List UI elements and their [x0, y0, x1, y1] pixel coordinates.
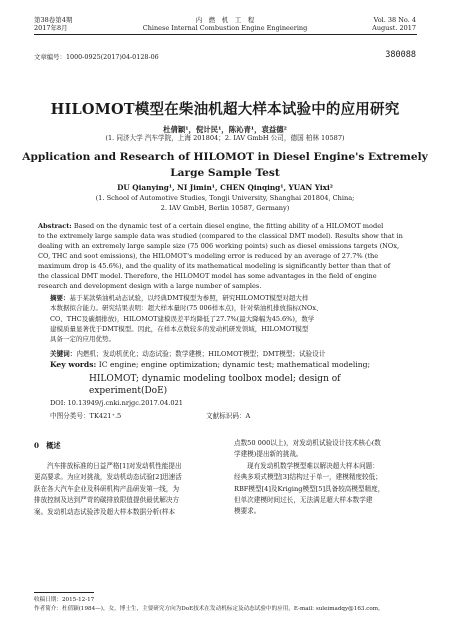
body-left-column	[34, 461, 217, 518]
body-line: 汽车排放标准的日益严格[1]对发动机性能提出	[47, 462, 182, 470]
header-date: 2017年8月	[34, 24, 68, 32]
body-right-column	[234, 438, 418, 518]
footnote-rule	[34, 592, 94, 593]
footnote-received: 收稿日期：2015-12-17	[34, 597, 95, 603]
body-line: 学建模)提出新的挑战。	[234, 450, 303, 459]
abstract-en-line: to the extremely large sample data was studied (compared to the classical DMT model). Results show that in	[38, 232, 403, 240]
abstract-cn-line: CO、THC及碳烟排放)，HILOMOT建模误差平均降低了27.7%(最大降幅为45.6%)，数学	[50, 314, 315, 323]
footnote-author: 作者简介：杜倩颖(1984—)，女，博士生，主要研究方向为DoE技术在发动机标定及动态试验中的应用，E-mail: suleimadqy@163.com。	[34, 606, 384, 612]
affiliation-cn: (1. 同济大学 汽车学院，上海 201804；2. IAV GmbH 公司，德国 柏林 10587)	[105, 134, 345, 142]
header-rule	[34, 34, 417, 35]
header-date-en: August. 2017	[372, 24, 416, 32]
abstract-cn	[50, 293, 412, 344]
abstract-cn-label: 摘要：	[50, 294, 70, 302]
keywords-cn-label: 关键词：	[50, 350, 77, 358]
header-issue: 第38卷第4期	[34, 16, 73, 24]
article-number: 文章编号：1000-0925(2017)04-0128-06	[34, 53, 159, 61]
header-volume: Vol. 38 No. 4	[373, 16, 416, 24]
keywords-en-line3: experiment(DoE)	[89, 386, 168, 396]
abstract-en	[38, 221, 413, 291]
abstract-en-line: dealing with an extremely large sample size (75 006 working points) such as diesel emissions targets (NOx,	[38, 242, 400, 250]
body-line: 点数50 000以上)，对发动机试验设计技术核心(数	[234, 439, 381, 447]
keywords-en-label: Key words:	[50, 360, 97, 369]
body-line: 现有发动机数学模型难以解决超大样本问题：	[247, 461, 379, 470]
authors-en: DU Qianying¹, NI Jimin¹, CHEN Qinqing¹, YUAN Yixi²	[117, 183, 333, 192]
body-line: 跃在各大汽车企业及科研机构产品研发第一线，为	[34, 484, 180, 493]
body-line: 案。发动机动态试验涉及超大样本数据分析(样本	[34, 507, 176, 516]
abstract-en-line: research and development design with a large number of samples.	[38, 282, 262, 290]
body-line: 更高要求。为应对挑战，发动机动态试验[2]迅速活	[34, 473, 182, 482]
title-en-line2: Large Sample Test	[170, 167, 280, 179]
affiliation-en-line2: 2. IAV GmbH, Berlin 10587, Germany)	[160, 204, 290, 212]
keywords-en	[50, 359, 420, 371]
authors-cn: 杜倩颖¹，倪计民¹，陈沁青¹，袁益德²	[163, 125, 287, 134]
body-line: 经典多项式模型[3]结构过于单一，建模精度较低；	[234, 473, 382, 482]
title-cn: HILOMOT模型在柴油机超大样本试验中的应用研究	[50, 101, 400, 118]
abstract-en-label: Abstract:	[38, 222, 72, 230]
body-line: 排放控制及达到严苛的碳排放限值提供最优解决方	[34, 496, 180, 505]
title-en-line1: Application and Research of HILOMOT in Diesel Engine's Extremely	[22, 151, 428, 163]
abstract-en-line: the classical DMT model. Therefore, the HILOMOT model has some advantages in the field of engine	[38, 272, 377, 280]
body-line: 模要求。	[234, 507, 261, 516]
abstract-cn-line: 建模质量显著优于DMT模型。因此，在样本点数较多的发动机研发领域，HILOMOT模型	[50, 324, 309, 333]
keywords-en-line1: IC engine; engine optimization; dynamic test; mathematical modeling;	[98, 360, 371, 369]
header-journal-en: Chinese Internal Combustion Engine Engineering	[142, 24, 308, 32]
body-line: RBF模型[4]及Kriging模型[5]具备较高模型精度，	[234, 484, 385, 493]
abstract-cn-line: 基于某款柴油机动态试验，以经典DMT模型为参照，研究HILOMOT模型对超大样	[69, 294, 309, 302]
article-code: 380088	[385, 50, 416, 60]
classification-number: 中图分类号：TK421⁺.5	[50, 412, 122, 420]
abstract-en-line: CO, THC and soot emissions), the HILOMOT's modeling error is reduced by an average of 27.7% (the	[38, 252, 379, 260]
doi: DOI: 10.13949/j.cnki.nrjgc.2017.04.021	[50, 399, 183, 407]
body-line: 但单次建模时间过长，无法满足超大样本数学建	[234, 496, 373, 505]
affiliation-en-line1: (1. School of Automotive Studies, Tongji University, Shanghai 201804, China;	[95, 194, 355, 202]
header-journal-cn: 内 燃 机 工 程	[195, 16, 255, 24]
document-code: 文献标识码：A	[206, 412, 251, 420]
abstract-en-line: Based on the dynamic test of a certain diesel engine, the fitting ability of a HILOMOT model	[73, 222, 384, 230]
section-heading: 0 概述	[34, 441, 61, 450]
abstract-cn-line: 具备一定的应用优势。	[50, 335, 115, 344]
keywords-en-line2: HILOMOT; dynamic modeling toolbox model; design of	[89, 374, 341, 384]
abstract-en-line: maximum drop is 45.6%), and the quality of its mathematical modeling is significantly better than that of	[38, 262, 391, 270]
abstract-cn-line: 本数据拟合能力。研究结果表明：超大样本量时(75 006样本点)，针对柴油机排放指标(NOx、	[50, 304, 323, 313]
keywords-cn-text: 内燃机；发动机优化；动态试验；数学建模；HILOMOT模型；DMT模型；试验设计	[76, 350, 326, 358]
keywords-cn	[50, 348, 420, 358]
